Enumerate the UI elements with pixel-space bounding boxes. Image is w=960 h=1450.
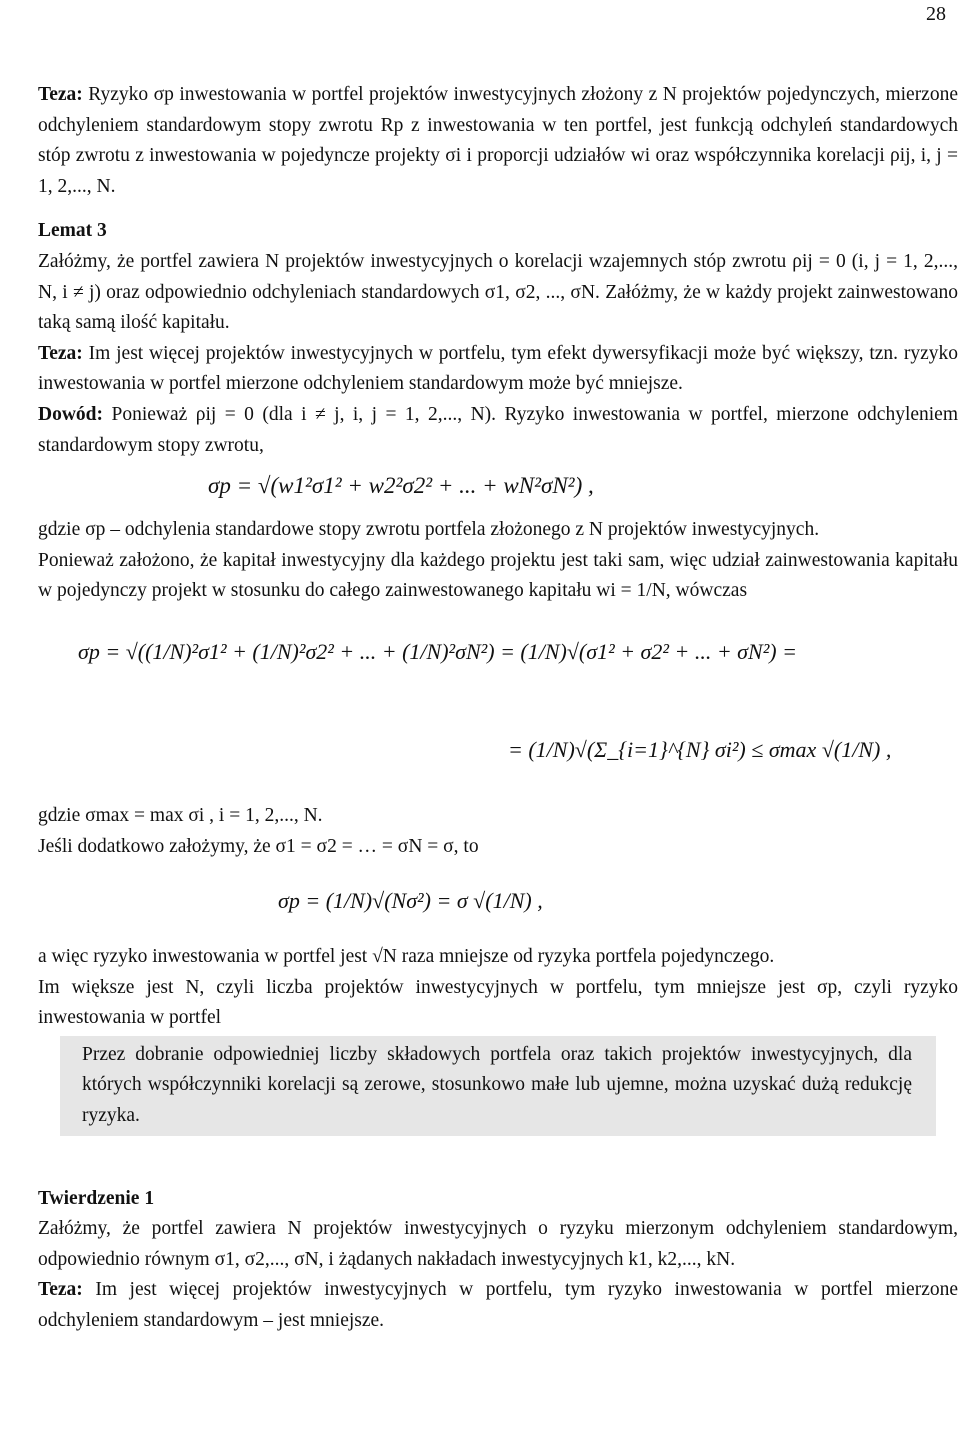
teza-2-text: Im jest więcej projektów inwestycyjnych w portfelu, tym efekt dywersyfikacji może być większy, tzn. ryzyko inwestowania w portfel mierzone odchyleniem standardowym może być mniejsze. — [38, 342, 959, 395]
lemat-heading-text: Lemat 3 — [38, 220, 107, 242]
twierdzenie-heading-text: Twierdzenie 1 — [38, 1187, 155, 1209]
teza-1-text: Ryzyko σp inwestowania w portfel projektów inwestycyjnych złożony z N projektów pojedynczych, mierzone odchyleniem standardowym stopy zwrotu Rp z inwestowania w ten portfel, jest funkcją odchyleń standardowych stóp zwrotu z inwestowania w pojedyncze projekty σi i proporcji udziałów wi oraz współczynnika korelacji ρij, i, j = 1, 2,..., N. — [38, 84, 958, 197]
equation-3-text: = (1/N)√(Σ_{i=1}^{N} σi²) ≤ σmax √(1/N) , — [508, 736, 892, 762]
teza-3-label: Teza: — [38, 1279, 83, 1301]
dowod-text: Ponieważ ρij = 0 (dla i ≠ j, i, j = 1, 2,..., N). Ryzyko inwestowania w portfel, mierzone odchyleniem standardowym stopy zwrotu, — [38, 403, 959, 456]
twierdzenie-1-heading — [38, 1184, 958, 1215]
teza-1-label: Teza: — [38, 84, 83, 105]
page-content — [38, 80, 958, 1337]
equation-2 — [38, 607, 958, 697]
teza-2 — [38, 339, 958, 400]
equation-4 — [38, 862, 958, 942]
highlight-box: Przez dobranie odpowiedniej liczby składowych portfela oraz takich projektów inwestycyjnych, dla których współczynniki korelacji są zerowe, stosunkowo małe lub ujemne, można uzyskać dużą redukcję ryzyka. — [60, 1036, 936, 1136]
lemat-3-heading — [38, 216, 958, 247]
poniewaz-paragraph: Ponieważ założono, że kapitał inwestycyjny dla każdego projektu jest taki sam, więc udział zainwestowania kapitału w pojedynczy projekt w stosunku do całego zainwestowanego kapitału wi = 1/N, wówczas — [38, 549, 958, 602]
page-number: 28 — [926, 3, 946, 25]
equation-4-text: σp = (1/N)√(Nσ²) = σ √(1/N) , — [278, 888, 543, 914]
teza-1 — [38, 80, 958, 202]
dowod-label: Dowód: — [38, 403, 104, 425]
jesli-paragraph: Jeśli dodatkowo założymy, że σ1 = σ2 = … = σN = σ, to — [38, 835, 479, 857]
teza-2-label: Teza: — [38, 342, 83, 364]
equation-2-text: σp = √((1/N)²σ1² + (1/N)²σ2² + ... + (1/N)²σN²) = (1/N)√(σ1² + σ2² + ... + σN²) = — [78, 638, 797, 664]
gdzie-1: gdzie σp – odchylenia standardowe stopy zwrotu portfela złożonego z N projektów inwestycyjnych. — [38, 519, 820, 541]
twierdzenie-1-text: Załóżmy, że portfel zawiera N projektów inwestycyjnych o ryzyku mierzonym odchyleniem standardowym, odpowiednio równym σ1, σ2,..., σN, i żądanych nakładach inwestycyjnych k1, k2,..., kN. — [38, 1218, 958, 1270]
equation-1-text: σp = √(w1²σ1² + w2²σ2² + ... + wN²σN²) , — [208, 473, 594, 499]
teza-3 — [38, 1275, 958, 1336]
equation-3 — [38, 697, 958, 801]
a-wiec-paragraph: a więc ryzyko inwestowania w portfel jest √N raza mniejsze od ryzyka portfela pojedynczego. — [38, 946, 775, 968]
im-wieksze-paragraph: Im większe jest N, czyli liczba projektów inwestycyjnych w portfelu, tym mniejsze jest σp, czyli ryzyko inwestowania w portfel — [38, 976, 958, 1029]
equation-1 — [38, 461, 958, 515]
lemat-3-text: Załóżmy, że portfel zawiera N projektów inwestycyjnych o korelacji wzajemnych stóp zwrotu ρij = 0 (i, j = 1, 2,..., N, i ≠ j) oraz odpowiednio odchyleniach standardowych σ1, σ2, ..., σN. Załóżmy, że w każdy projekt zainwestowano taką samą ilość kapitału. — [38, 250, 958, 334]
teza-3-text: Im jest więcej projektów inwestycyjnych w portfelu, tym ryzyko inwestowania w portfel mierzone odchyleniem standardowym – jest mniejsze. — [38, 1279, 959, 1332]
dowod — [38, 400, 958, 461]
gdzie-2: gdzie σmax = max σi , i = 1, 2,..., N. — [38, 804, 323, 826]
